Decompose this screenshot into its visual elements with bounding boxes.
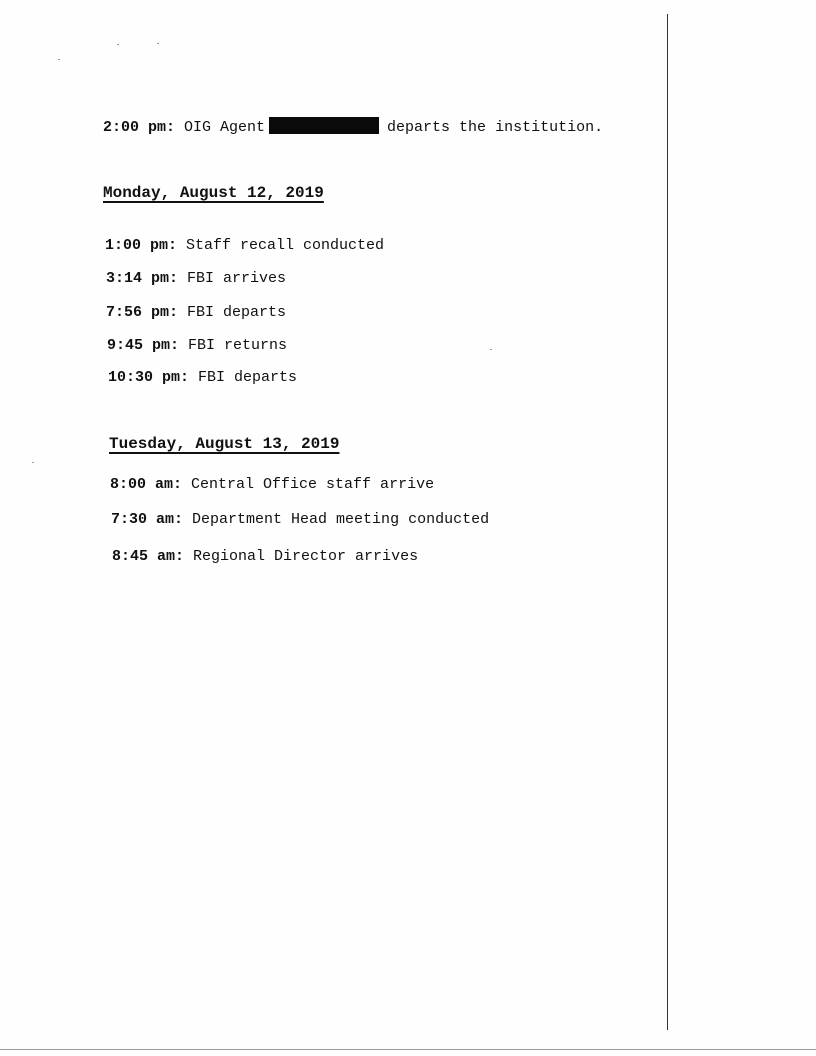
- scan-speck: [32, 462, 34, 463]
- scan-speck: [157, 43, 159, 44]
- entry-time: 3:14 pm:: [106, 270, 179, 287]
- scan-edge-line: [667, 14, 668, 1030]
- redaction-block: [269, 117, 379, 134]
- section-heading-monday: Monday, August 12, 2019: [103, 184, 324, 202]
- list-item: [107, 337, 287, 355]
- entry-time: 9:45 pm:: [107, 337, 180, 354]
- entry-time: 7:56 pm:: [106, 304, 179, 321]
- entry-text: Central Office staff arrive: [191, 476, 435, 493]
- entry-time: 10:30 pm:: [108, 369, 190, 386]
- scan-speck: [117, 44, 119, 45]
- entry-text: departs the institution.: [387, 119, 604, 136]
- list-item: [105, 237, 384, 255]
- entry-time: 7:30 am:: [111, 511, 184, 528]
- entry-text: Staff recall conducted: [186, 237, 385, 254]
- entry-text: FBI departs: [198, 369, 298, 386]
- entry-text: Regional Director arrives: [193, 548, 419, 565]
- entry-oig-agent-departs: [103, 117, 603, 137]
- list-item: [111, 511, 489, 529]
- scan-speck: [58, 59, 60, 60]
- section-heading-tuesday: Tuesday, August 13, 2019: [109, 435, 340, 453]
- list-item: [108, 369, 297, 387]
- entry-text: FBI returns: [188, 337, 288, 354]
- list-item: [106, 270, 286, 288]
- entry-time: 2:00 pm:: [103, 119, 176, 136]
- entry-text: FBI arrives: [187, 270, 287, 287]
- list-item: [106, 304, 286, 322]
- entry-text: FBI departs: [187, 304, 287, 321]
- list-item: [112, 548, 418, 566]
- scan-speck: [490, 349, 492, 350]
- entry-time: 8:45 am:: [112, 548, 185, 565]
- list-item: [110, 476, 434, 494]
- entry-time: 1:00 pm:: [105, 237, 178, 254]
- scan-bottom-line: [0, 1049, 816, 1050]
- entry-time: 8:00 am:: [110, 476, 183, 493]
- entry-text: Department Head meeting conducted: [192, 511, 490, 528]
- entry-text: OIG Agent: [184, 119, 266, 136]
